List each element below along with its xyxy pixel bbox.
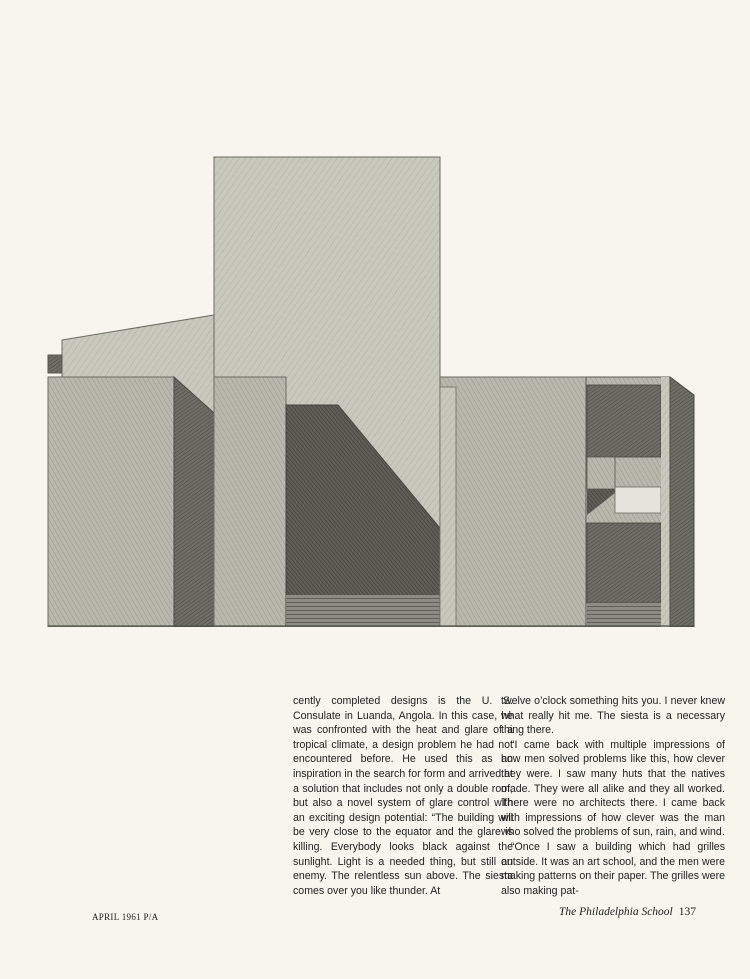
- pier: [214, 377, 286, 627]
- right-end-wall: [670, 377, 694, 627]
- bay-lower-opening: [587, 523, 661, 603]
- right-block: [440, 377, 586, 627]
- paragraph: “Once I saw a building which had grilles outside. It was an art school, and the men were making patterns on their paper. The grilles were also making pat-: [501, 840, 725, 897]
- center-steps: [286, 595, 446, 627]
- text-column-right: [501, 694, 725, 898]
- bay-steps: [587, 603, 661, 627]
- elevation-drawing: [46, 155, 696, 627]
- right-block-edge: [440, 387, 456, 627]
- edge-block: [48, 355, 62, 373]
- running-footer: [559, 906, 696, 918]
- bay-mid-left: [587, 457, 615, 489]
- bay-lintel: [587, 515, 661, 523]
- bay-upper-opening: [587, 385, 661, 457]
- left-front-wall: [48, 377, 174, 627]
- issue-date: APRIL 1961 P/A: [92, 912, 159, 922]
- bay-post: [661, 377, 670, 627]
- paragraph: twelve o’clock something hits you. I never knew what really hit me. The siesta is a necessary thing there.: [501, 695, 725, 737]
- section-title: The Philadelphia School: [559, 906, 673, 918]
- page-number: 137: [678, 906, 696, 918]
- left-opening: [174, 377, 214, 627]
- elevation-drawing-svg: [46, 155, 696, 627]
- paragraph: cently completed designs is the U. S. Consulate in Luanda, Angola. In this case, he was confronted with the heat and glare of a tropical climate, a design problem he had not encountered before. He used this as an inspiration in the search for form and arrived at a solution that includes not only a double roof, but also a novel system of glare control with an exciting design potential: “The building will be very close to the equator and the glare is killing. Everybody looks black against the sunlight. Light is a needed thing, but still an enemy. The relentless sun above. The siesta comes over you like thunder. At: [293, 695, 513, 897]
- bay-light-slab: [615, 487, 661, 513]
- text-column-left: [293, 694, 513, 898]
- paragraph: “I came back with multiple impressions of how men solved problems like this, how clever they were. I saw many huts that the natives made. They were all alike and they all worked. There were no architects there. I came back with impressions of how clever was the man who solved the problems of sun, rain, and wind.: [501, 738, 725, 839]
